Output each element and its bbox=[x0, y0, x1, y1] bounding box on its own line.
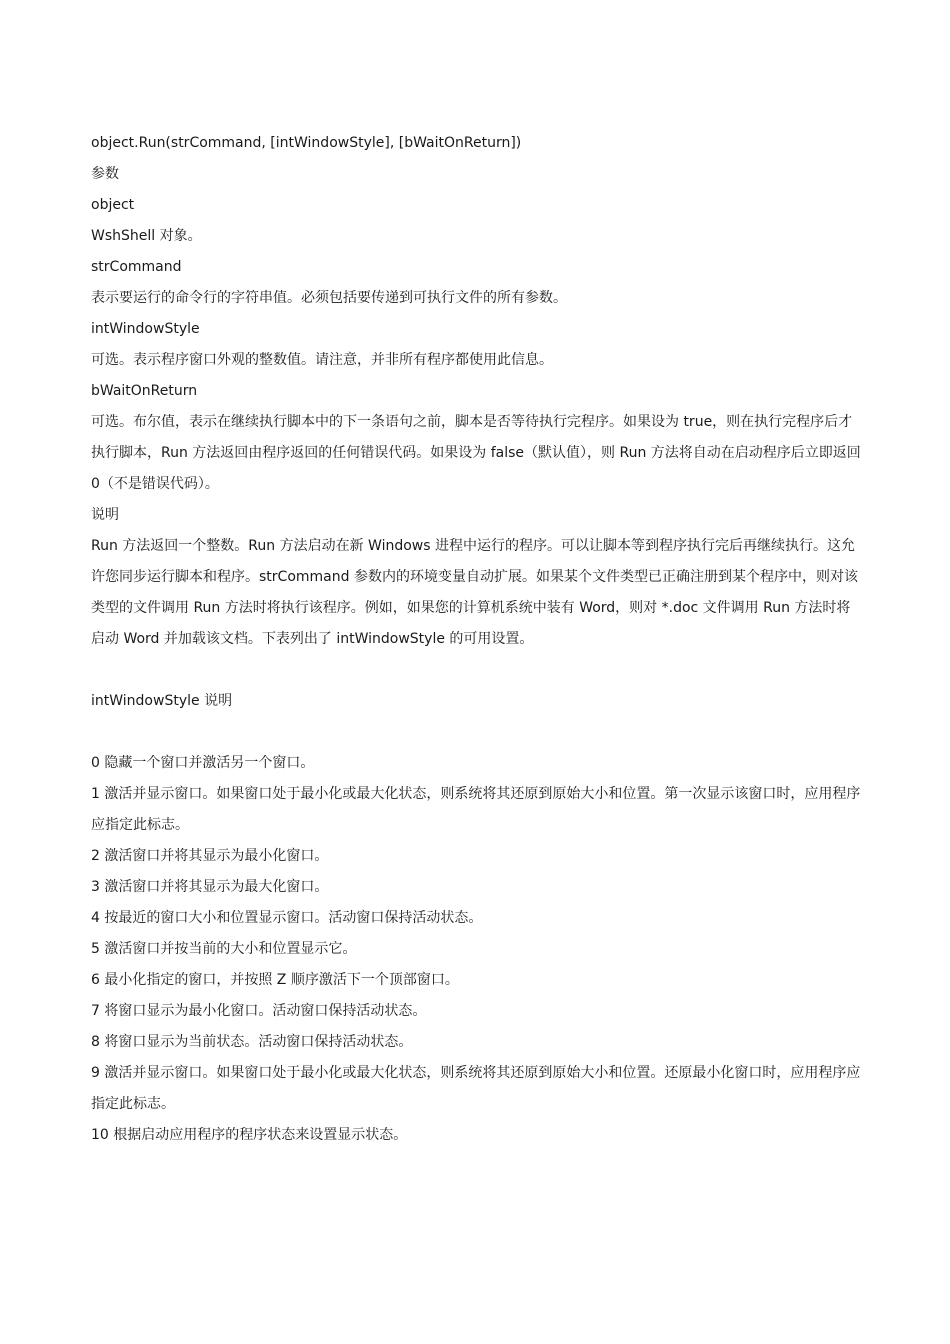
spacer bbox=[91, 655, 862, 686]
spacer bbox=[91, 717, 862, 748]
params-heading: 参数 bbox=[91, 166, 119, 182]
table-header: intWindowStyle 说明 bbox=[91, 693, 233, 709]
param-strcommand-name: strCommand bbox=[91, 259, 182, 275]
style-row: 9 激活并显示窗口。如果窗口处于最小化或最大化状态，则系统将其还原到原始大小和位置。还原最小化窗口时，应用程序应指定此标志。 bbox=[91, 1065, 861, 1112]
param-bwaitonreturn-name: bWaitOnReturn bbox=[91, 383, 198, 399]
param-intwindowstyle-desc: 可选。表示程序窗口外观的整数值。请注意，并非所有程序都使用此信息。 bbox=[91, 352, 553, 368]
param-strcommand-desc: 表示要运行的命令行的字符串值。必须包括要传递到可执行文件的所有参数。 bbox=[91, 290, 567, 306]
remarks-heading: 说明 bbox=[91, 507, 119, 523]
param-bwaitonreturn-desc: 可选。布尔值，表示在继续执行脚本中的下一条语句之前，脚本是否等待执行完程序。如果设为 true，则在执行完程序后才执行脚本，Run 方法返回由程序返回的任何错误代码。如果设为 false（默认值），则 Run 方法将自动在启动程序后立即返回 0（不是错误代码）。 bbox=[91, 414, 861, 492]
style-row: 8 将窗口显示为当前状态。活动窗口保持活动状态。 bbox=[91, 1034, 413, 1050]
style-row: 3 激活窗口并将其显示为最大化窗口。 bbox=[91, 879, 329, 895]
style-row: 1 激活并显示窗口。如果窗口处于最小化或最大化状态，则系统将其还原到原始大小和位置。第一次显示该窗口时，应用程序应指定此标志。 bbox=[91, 786, 861, 833]
style-row: 6 最小化指定的窗口，并按照 Z 顺序激活下一个顶部窗口。 bbox=[91, 972, 459, 988]
param-intwindowstyle-name: intWindowStyle bbox=[91, 321, 200, 337]
style-row: 2 激活窗口并将其显示为最小化窗口。 bbox=[91, 848, 329, 864]
remarks-body: Run 方法返回一个整数。Run 方法启动在新 Windows 进程中运行的程序。可以让脚本等到程序执行完后再继续执行。这允许您同步运行脚本和程序。strCommand 参数内的环境变量自动扩展。如果某个文件类型已正确注册到某个程序中，则对该类型的文件调用 Run 方法时将执行该程序。例如，如果您的计算机系统中装有 Word，则对 *.doc 文件调用 Run 方法时将启动 Word 并加载该文档。下表列出了 intWindowStyle 的可用设置。 bbox=[91, 538, 858, 647]
param-object-desc: WshShell 对象。 bbox=[91, 228, 202, 244]
style-row: 4 按最近的窗口大小和位置显示窗口。活动窗口保持活动状态。 bbox=[91, 910, 483, 926]
style-row: 5 激活窗口并按当前的大小和位置显示它。 bbox=[91, 941, 357, 957]
syntax-line: object.Run(strCommand, [intWindowStyle], [bWaitOnReturn]) bbox=[91, 135, 522, 151]
param-object-name: object bbox=[91, 197, 135, 213]
style-row: 0 隐藏一个窗口并激活另一个窗口。 bbox=[91, 755, 315, 771]
style-row: 10 根据启动应用程序的程序状态来设置显示状态。 bbox=[91, 1127, 408, 1143]
style-row: 7 将窗口显示为最小化窗口。活动窗口保持活动状态。 bbox=[91, 1003, 427, 1019]
